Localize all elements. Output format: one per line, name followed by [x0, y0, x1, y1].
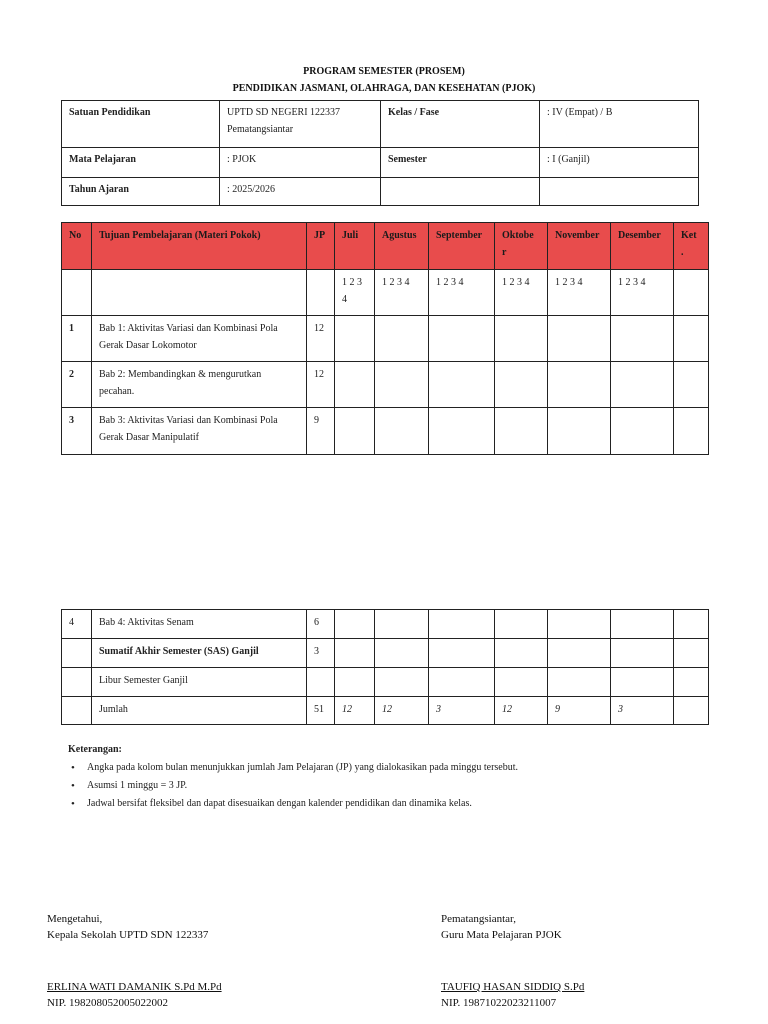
sig-right-nip: NIP. 19871022023211007	[441, 997, 557, 1009]
signature-left	[47, 911, 222, 1011]
row-no: 1	[62, 316, 92, 362]
total-label: Jumlah	[92, 697, 307, 725]
kelas-label: Kelas / Fase	[381, 101, 540, 148]
sig-left-nip: NIP. 198208052005022002	[47, 997, 169, 1009]
row-tujuan: Bab 3: Aktivitas Variasi dan Kombinasi Pola Gerak Dasar Manipulatif	[92, 408, 307, 455]
weeks-desember: 1 2 3 4	[611, 270, 674, 316]
row-jp: 3	[307, 639, 335, 668]
row-no	[62, 639, 92, 668]
table-row	[62, 668, 709, 697]
empty-cell	[92, 270, 307, 316]
header-ket: Ket .	[674, 223, 709, 270]
total-juli: 12	[335, 697, 375, 725]
total-jp: 51	[307, 697, 335, 725]
total-november: 9	[548, 697, 611, 725]
total-september: 3	[429, 697, 495, 725]
row-jp	[307, 668, 335, 697]
header-november: November	[548, 223, 611, 270]
sig-left-name: ERLINA WATI DAMANIK S.Pd M.Pd	[47, 981, 222, 993]
mapel-label: Mata Pelajaran	[62, 148, 220, 178]
semester-label: Semester	[381, 148, 540, 178]
header-juli: Juli	[335, 223, 375, 270]
empty-cell	[381, 178, 540, 206]
row-no: 3	[62, 408, 92, 455]
note-item: • Asumsi 1 minggu = 3 JP.	[68, 777, 518, 795]
row-jp: 9	[307, 408, 335, 455]
empty-cell	[307, 270, 335, 316]
info-table	[61, 100, 699, 206]
schedule-table	[61, 222, 709, 455]
table-row	[62, 362, 709, 408]
row-tujuan: Bab 2: Membandingkan & mengurutkan pecahan.	[92, 362, 307, 408]
table-row	[62, 408, 709, 455]
empty-cell	[674, 697, 709, 725]
total-agustus: 12	[375, 697, 429, 725]
header-row	[62, 223, 709, 270]
empty-cell	[62, 270, 92, 316]
mapel-value: : PJOK	[220, 148, 381, 178]
weeks-november: 1 2 3 4	[548, 270, 611, 316]
table-row	[62, 316, 709, 362]
row-tujuan: Bab 1: Aktivitas Variasi dan Kombinasi Pola Gerak Dasar Lokomotor	[92, 316, 307, 362]
weeks-agustus: 1 2 3 4	[375, 270, 429, 316]
row-no	[62, 668, 92, 697]
tahun-label: Tahun Ajaran	[62, 178, 220, 206]
weeks-juli: 1 2 3 4	[335, 270, 375, 316]
total-row	[62, 697, 709, 725]
table-row	[62, 610, 709, 639]
header-tujuan: Tujuan Pembelajaran (Materi Pokok)	[92, 223, 307, 270]
document-subtitle: PENDIDIKAN JASMANI, OLAHRAGA, DAN KESEHATAN (PJOK)	[232, 83, 536, 94]
total-oktober: 12	[495, 697, 548, 725]
empty-cell	[540, 178, 699, 206]
row-jp: 12	[307, 316, 335, 362]
sig-right-line1: Pematangsiantar,	[441, 913, 517, 925]
row-tujuan: Sumatif Akhir Semester (SAS) Ganjil	[92, 639, 307, 668]
weeks-oktober: 1 2 3 4	[495, 270, 548, 316]
header-desember: Desember	[611, 223, 674, 270]
sig-right-line2: Guru Mata Pelajaran PJOK	[441, 929, 562, 941]
total-desember: 3	[611, 697, 674, 725]
week-row	[62, 270, 709, 316]
note-item: • Angka pada kolom bulan menunjukkan jumlah Jam Pelajaran (JP) yang dialokasikan pada minggu tersebut.	[68, 759, 518, 777]
header-jp: JP	[307, 223, 335, 270]
sig-left-line1: Mengetahui,	[47, 913, 103, 925]
note-item: • Jadwal bersifat fleksibel dan dapat disesuaikan dengan kalender pendidikan dan dinamika kelas.	[68, 795, 518, 813]
kelas-value: : IV (Empat) / B	[540, 101, 699, 148]
sig-right-name: TAUFIQ HASAN SIDDIQ S.Pd	[441, 981, 585, 993]
row-jp: 12	[307, 362, 335, 408]
sig-left-line2: Kepala Sekolah UPTD SDN 122337	[47, 929, 209, 941]
tahun-value: : 2025/2026	[220, 178, 381, 206]
notes-title: Keterangan:	[68, 744, 122, 755]
satuan-label: Satuan Pendidikan	[62, 101, 220, 148]
header-agustus: Agustus	[375, 223, 429, 270]
signature-right	[441, 911, 584, 1011]
notes-list	[68, 759, 518, 813]
satuan-value: UPTD SD NEGERI 122337 Pematangsiantar	[220, 101, 381, 148]
semester-value: : I (Ganjil)	[540, 148, 699, 178]
header-no: No	[62, 223, 92, 270]
empty-cell	[674, 270, 709, 316]
schedule-table-continued	[61, 609, 709, 725]
row-no: 4	[62, 610, 92, 639]
document-title: PROGRAM SEMESTER (PROSEM)	[303, 66, 465, 77]
row-no: 2	[62, 362, 92, 408]
weeks-september: 1 2 3 4	[429, 270, 495, 316]
row-tujuan: Bab 4: Aktivitas Senam	[92, 610, 307, 639]
header-oktober: Oktobe r	[495, 223, 548, 270]
table-row	[62, 639, 709, 668]
row-jp: 6	[307, 610, 335, 639]
empty-cell	[62, 697, 92, 725]
header-september: September	[429, 223, 495, 270]
notes-section	[68, 741, 518, 813]
row-tujuan: Libur Semester Ganjil	[92, 668, 307, 697]
